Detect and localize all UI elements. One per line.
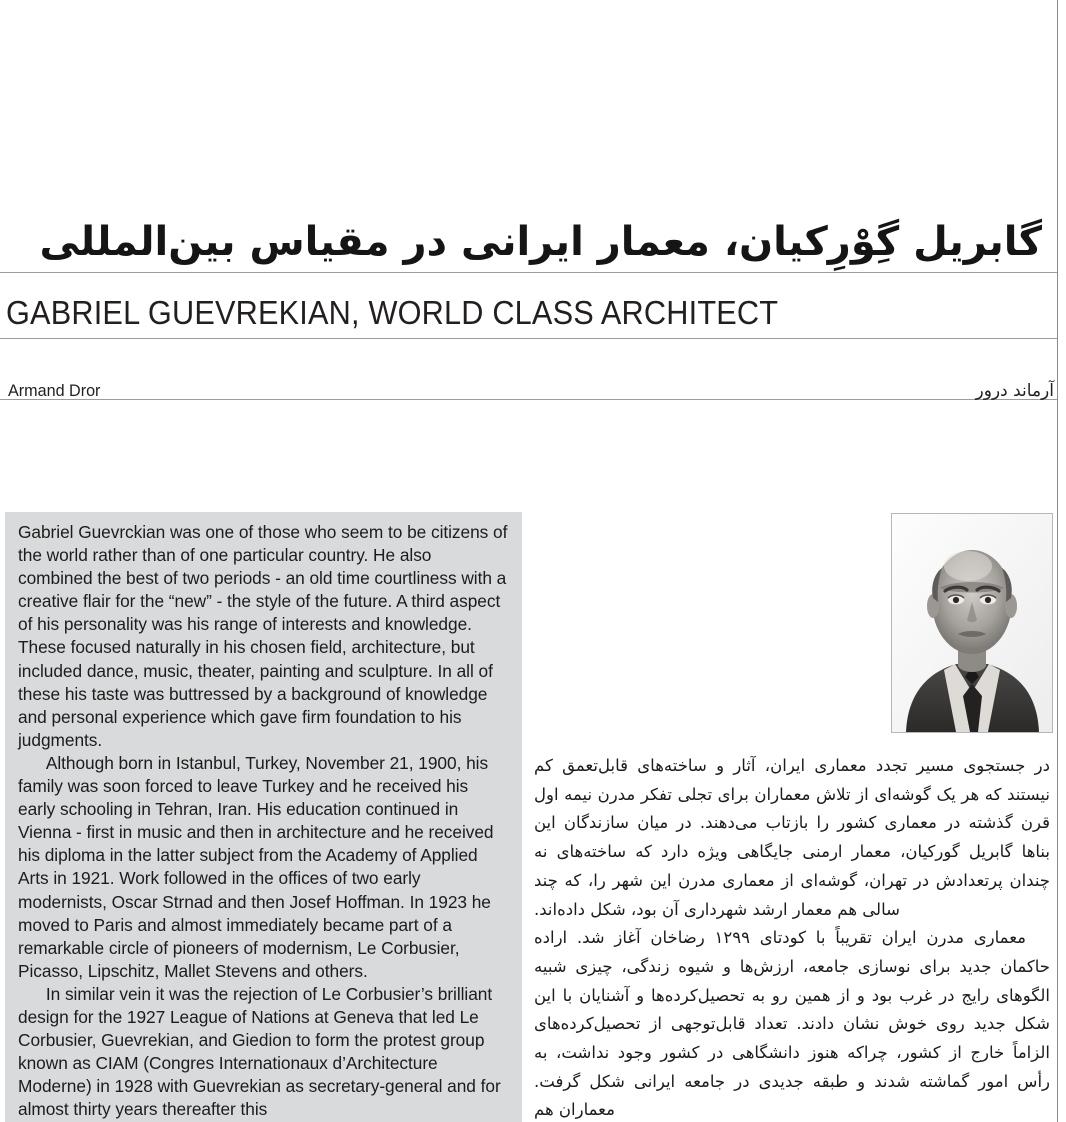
byline-rule: [0, 399, 1057, 400]
article-column-english: [5, 512, 522, 1122]
byline-author-persian: آرماند درور: [975, 381, 1054, 401]
portrait-photo: [891, 513, 1053, 733]
page-title-persian: گابریل گِوْرِکیان، معمار ایرانی در مقیاس بین‌المللی: [39, 219, 1042, 265]
paragraph: Gabriel Guevrckian was one of those who seem to be citizens of the world rather than of one particular country. He also combined the best of two periods - an old time courtliness with a creative flair for the “new” - the style of the future. A third aspect of his personality was his range of interests and knowledge. These focused naturally in his chosen field, architecture, but included dance, music, theater, painting and sculpture. In all of these his taste was buttressed by a background of knowledge and personal experience which gave firm foundation to his judgments.: [18, 522, 508, 750]
masthead: [0, 210, 1050, 340]
paragraph: Although born in Istanbul, Turkey, November 21, 1900, his family was soon forced to leave Turkey and he received his early schooling in Tehran, Iran. His education continued in Vienna - first in music and then in architecture and he received his diploma in the latter subject from the Academy of Applied Arts in 1921. Work followed in the offices of two early modernists, Oscar Strnad and then Josef Hoffman. In 1923 he moved to Paris and almost immediately became part of a remarkable circle of pioneers of modernism, Le Corbusier, Picasso, Lipschitz, Mallet Stevens and others.: [18, 752, 494, 981]
portrait-photo-image: [892, 514, 1052, 732]
article-column-persian: [534, 752, 1050, 1122]
byline-author-english: Armand Dror: [8, 381, 101, 400]
page-title-english: GABRIEL GUEVREKIAN, WORLD CLASS ARCHITECT: [6, 294, 779, 331]
paragraph: در جستجوی مسیر تجدد معماری ایران، آثار و ساخته‌های قابل‌تعمق کم نیستند که هر یک گوشه‌ای از تلاش معماران برای تجلی تفکر مدرن نیمه اول قرن گذشته در معماری کشور را بازتاب می‌دهند. در میان سازندگان این بناها گابریل گورکیان، معمار ارمنی جایگاهی ویژه دارد که ساخته‌های نه چندان پرتعدادش در تهران، گوشه‌ای از معماری مدرن این شهر را، که چند سالی هم معمار ارشد شهرداری آن بود، شکل داده‌اند.: [534, 756, 1050, 919]
paragraph: In similar vein it was the rejection of Le Corbusier’s brilliant design for the 1927 League of Nations at Geneva that led Le Corbusier, Guevrekian, and Giedion to form the protest group known as CIAM (Congres Internationaux d’Architecture Moderne) in 1928 with Guevrekian as secretary-general and for almost thirty years thereafter this: [18, 983, 501, 1120]
paragraph: معماری مدرن ایران تقریباً با کودتای ۱۲۹۹ رضاخان آغاز شد. اراده حاکمان جدید برای نوسازی جامعه، ارزش‌ها و شیوه زندگی، چیزی شبیه الگوهای رایج در غرب بود و از همین رو به تحصیل‌کرده‌ها و آشنایان با این شکل جدید روی خوش نشان دادند. تعداد قابل‌توجهی از تحصیل‌کرده‌های الزاماً خارج از کشور، چراکه هنوز دانشگاهی در کشور وجود نداشت، به رأس امور گماشته شدند و طبقه جدیدی در جامعه ایرانی شکل گرفت. معماران هم: [534, 928, 1050, 1120]
page-right-vertical-rule: [1057, 0, 1058, 1122]
